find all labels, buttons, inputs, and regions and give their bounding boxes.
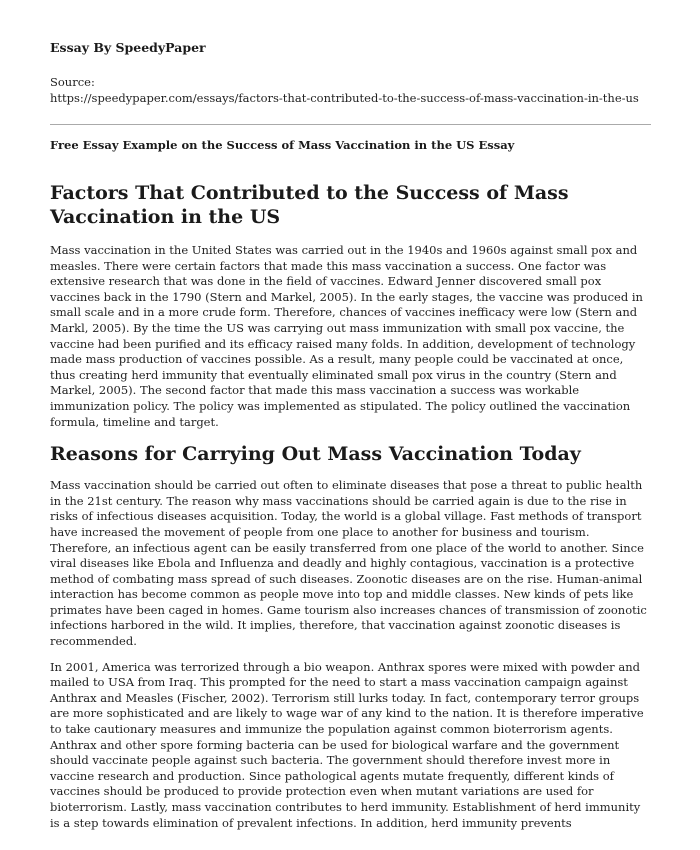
essay-subtitle: Free Essay Example on the Success of Mass Vaccination in the US Essay (50, 138, 515, 152)
source-label: Source: (50, 75, 95, 89)
source-link[interactable]: https://speedypaper.com/essays/factors-that-contributed-to-the-success-of-mass-vaccination-in-the-us (50, 91, 639, 105)
divider (50, 124, 651, 125)
section-heading-reasons: Reasons for Carrying Out Mass Vaccination Today (50, 443, 581, 466)
brand-title: Essay By SpeedyPaper (50, 40, 206, 55)
source-block (50, 74, 651, 106)
paragraph: Mass vaccination should be carried out often to eliminate diseases that pose a threat to public health in the 21st century. The reason why mass vaccinations should be carried again is due to the rise in risks of infectious diseases acquisition. Today, the world is a global village. Fast methods of transport have increased the movement of people from one place to another for business and tourism. Therefore, an infectious agent can be easily transferred from one place of the world to another. Since viral diseases like Ebola and Influenza and deadly and highly contagious, vaccination is a protective method of combating mass spread of such diseases. Zoonotic diseases are on the rise. Human-animal interaction has become common as people move into top and middle classes. New kinds of pets like primates have been caged in homes. Game tourism also increases chances of transmission of zoonotic infections harbored in the wild. It implies, therefore, that vaccination against zoonotic diseases is recommended. (50, 478, 647, 649)
paragraph: Mass vaccination in the United States was carried out in the 1940s and 1960s against small pox and measles. There were certain factors that made this mass vaccination a success. One factor was extensive research that was done in the field of vaccines. Edward Jenner discovered small pox vaccines back in the 1790 (Stern and Markel, 2005). In the early stages, the vaccine was produced in small scale and in a more crude form. Therefore, chances of vaccines inefficacy were low (Stern and Markl, 2005). By the time the US was carrying out mass immunization with small pox vaccine, the vaccine had been purified and its efficacy raised many folds. In addition, development of technology made mass production of vaccines possible. As a result, many people could be vaccinated at once, thus creating herd immunity that eventually eliminated small pox virus in the country (Stern and Markel, 2005). The second factor that made this mass vaccination a success was workable immunization policy. The policy was implemented as stipulated. The policy outlined the vaccination formula, timeline and target. (50, 243, 643, 429)
paragraph: In 2001, America was terrorized through a bio weapon. Anthrax spores were mixed with powder and mailed to USA from Iraq. This prompted for the need to start a mass vaccination campaign against Anthrax and Measles (Fischer, 2002). Terrorism still lurks today. In fact, contemporary terror groups are more sophisticated and are likely to wage war of any kind to the nation. It is therefore imperative to take cautionary measures and immunize the population against common bioterrorism agents. Anthrax and other spore forming bacteria can be used for biological warfare and the government should vaccinate people against such bacteria. The government should therefore invest more in vaccine research and production. Since pathological agents mutate frequently, different kinds of vaccines should be produced to provide protection even when mutant variations are used for bioterrorism. Lastly, mass vaccination contributes to herd immunity. Establishment of herd immunity is a step towards elimination of prevalent infections. In addition, herd immunity prevents (50, 659, 644, 830)
section-heading-factors: Factors That Contributed to the Success of Mass Vaccination in the US (50, 182, 569, 228)
